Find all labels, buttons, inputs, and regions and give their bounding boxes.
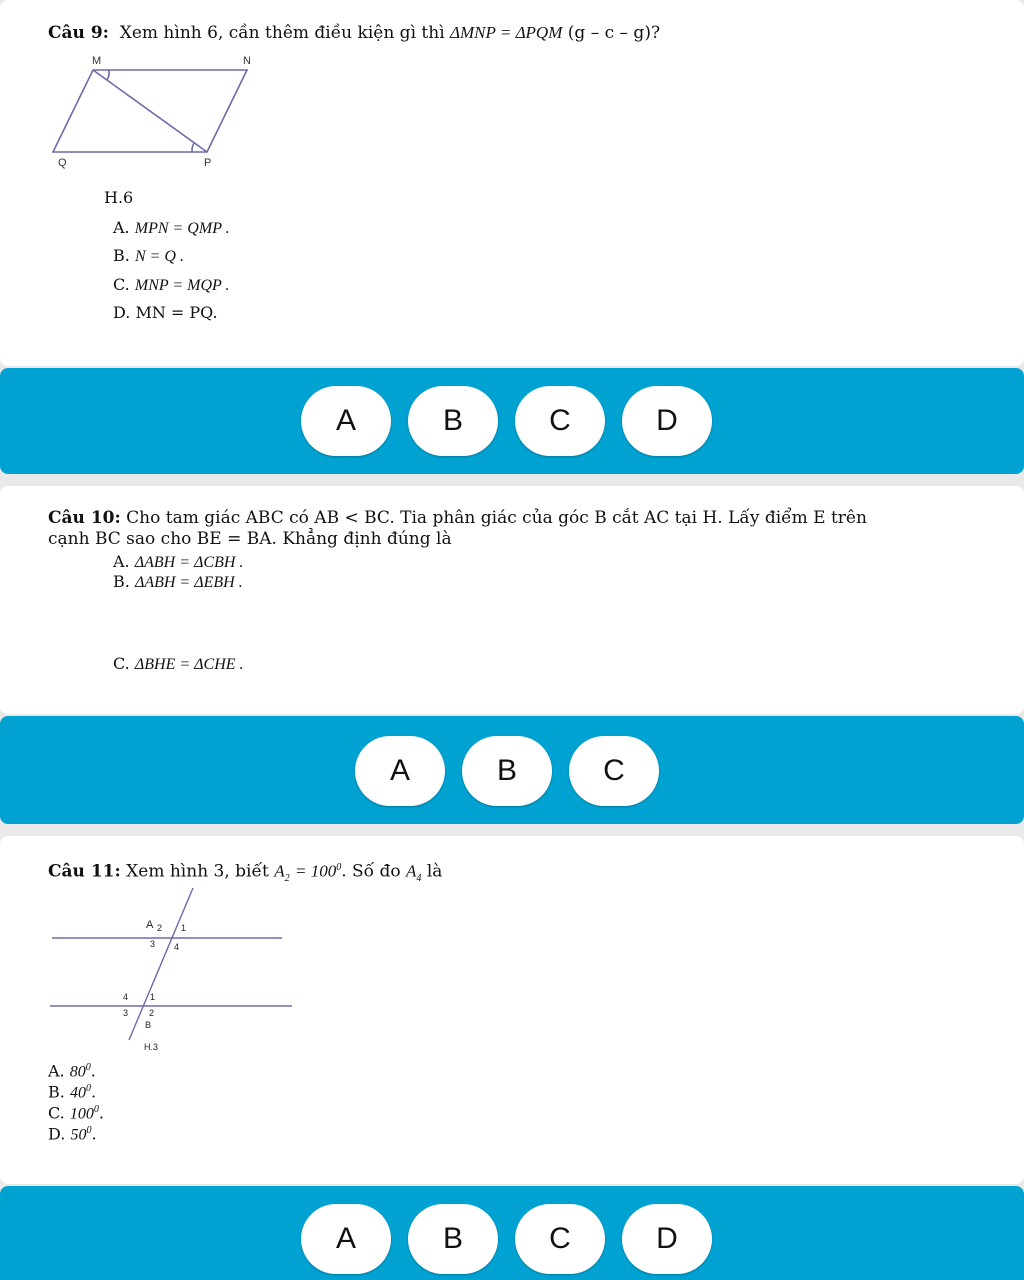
- question-10-prompt-line1: [48, 507, 867, 529]
- option-text: N = Q .: [134, 248, 184, 265]
- vertex-m-label: M: [92, 55, 102, 67]
- bottom-angle-2-label: 2: [149, 1008, 155, 1018]
- bottom-angle-4-label: 4: [123, 992, 129, 1002]
- option-letter: C.: [113, 654, 130, 673]
- asked-angle-sub: 4: [416, 873, 422, 885]
- top-angle-3-label: 3: [150, 939, 156, 949]
- question-10-text: Cho tam giác ABC có AB < BC. Tia phân giác của góc B cắt AC tại H. Lấy điểm E trên: [126, 508, 867, 528]
- option-degree: 0: [86, 1125, 92, 1136]
- question-10-option-a: [113, 552, 243, 573]
- bottom-angle-1-label: 1: [150, 992, 156, 1002]
- question-9-answer-bar: [0, 368, 1024, 474]
- question-9-option-c: [113, 275, 230, 296]
- question-11-text: Xem hình 3, biết: [126, 861, 269, 882]
- answer-b-button[interactable]: B: [462, 736, 552, 806]
- question-9-label: Câu 9:: [48, 23, 109, 43]
- answer-c-button[interactable]: C: [515, 1204, 605, 1274]
- option-value: 50: [70, 1126, 87, 1144]
- option-end: .: [98, 1103, 104, 1123]
- option-text: MPN = QMP .: [134, 220, 230, 237]
- question-9-prompt: [48, 22, 660, 44]
- option-letter: A.: [48, 1061, 65, 1081]
- answer-a-button[interactable]: A: [301, 1204, 391, 1274]
- answer-a-button[interactable]: A: [355, 736, 445, 806]
- vertex-q-label: Q: [58, 157, 67, 169]
- answer-c-button[interactable]: C: [515, 386, 605, 456]
- given-angle-sub: 2: [284, 873, 290, 885]
- given-angle-var: A: [274, 861, 285, 881]
- given-angle-value: = 100: [294, 861, 337, 881]
- given-angle-degree: 0: [336, 862, 342, 873]
- question-9-math: ΔMNP = ΔPQM: [450, 23, 563, 42]
- vertex-n-label: N: [243, 55, 251, 67]
- option-letter: D.: [48, 1124, 66, 1144]
- question-11-middle: . Số đo: [341, 861, 401, 882]
- figure-h6: [40, 52, 270, 177]
- option-value: 100: [69, 1105, 94, 1123]
- option-value: 40: [69, 1084, 86, 1102]
- vertex-p-label: P: [204, 157, 212, 169]
- answer-a-button[interactable]: A: [301, 386, 391, 456]
- question-10-option-c: [113, 654, 244, 675]
- answer-b-button[interactable]: B: [408, 1204, 498, 1274]
- question-9-suffix: (g – c – g)?: [567, 23, 661, 43]
- option-degree: 0: [85, 1062, 91, 1073]
- option-end: .: [90, 1061, 96, 1081]
- option-letter: A.: [113, 218, 130, 237]
- question-10-answer-bar: [0, 716, 1024, 824]
- option-value: 80: [69, 1063, 86, 1081]
- option-letter: D.: [113, 303, 131, 322]
- question-11-label: Câu 11:: [48, 861, 121, 882]
- figure-h6-caption: H.6: [104, 188, 134, 207]
- option-degree: 0: [93, 1104, 99, 1115]
- option-letter: C.: [113, 275, 130, 294]
- option-letter: B.: [113, 246, 130, 265]
- top-angle-4-label: 4: [174, 942, 180, 952]
- top-angle-1-label: 1: [181, 923, 187, 933]
- option-letter: B.: [48, 1082, 65, 1102]
- option-degree: 0: [85, 1083, 91, 1094]
- question-10-option-b: [113, 572, 243, 593]
- option-letter: C.: [48, 1103, 65, 1123]
- top-angle-2-label: 2: [157, 923, 163, 933]
- question-9-option-a: [113, 218, 230, 239]
- option-letter: B.: [113, 572, 130, 591]
- option-text: ΔABH = ΔEBH .: [134, 574, 243, 591]
- asked-angle-var: A: [406, 861, 417, 881]
- answer-c-button[interactable]: C: [569, 736, 659, 806]
- option-text: MN = PQ.: [135, 303, 218, 322]
- top-vertex-label: A: [146, 919, 154, 931]
- bottom-vertex-label: B: [145, 1020, 152, 1030]
- answer-b-button[interactable]: B: [408, 386, 498, 456]
- answer-d-button[interactable]: D: [622, 386, 712, 456]
- question-10-label: Câu 10:: [48, 508, 121, 528]
- option-end: .: [90, 1082, 97, 1102]
- figure-h3-caption: H.3: [144, 1042, 159, 1052]
- question-11-option-d: [48, 1121, 97, 1145]
- option-letter: A.: [113, 552, 130, 571]
- option-text: MNP = MQP .: [134, 277, 230, 294]
- question-10-prompt-line2: cạnh BC sao cho BE = BA. Khẳng định đúng là: [48, 529, 452, 549]
- question-11-suffix: là: [426, 861, 443, 882]
- answer-d-button[interactable]: D: [622, 1204, 712, 1274]
- figure-h3: [40, 880, 300, 1055]
- bottom-angle-3-label: 3: [123, 1008, 129, 1018]
- question-9-option-b: [113, 246, 184, 267]
- option-text: ΔABH = ΔCBH .: [134, 554, 244, 571]
- question-11-answer-bar: [0, 1186, 1024, 1280]
- option-text: ΔBHE = ΔCHE .: [134, 656, 244, 673]
- question-9-text: Xem hình 6, cần thêm điều kiện gì thì: [119, 23, 445, 43]
- question-9-option-d: [113, 303, 218, 323]
- option-end: .: [91, 1124, 97, 1144]
